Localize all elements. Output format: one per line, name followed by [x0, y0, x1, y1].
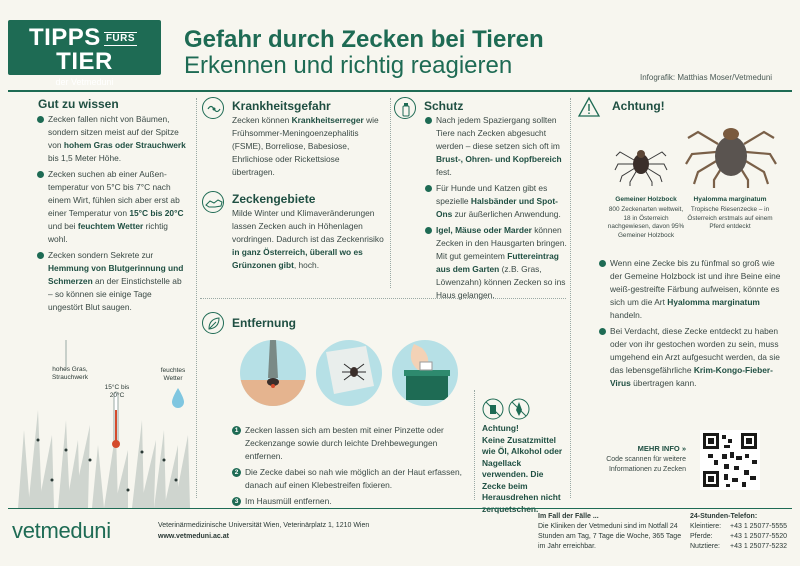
emphasis-text: Halsbänder und Spot-Ons: [436, 196, 558, 219]
gebiete-heading: Zeckengebiete: [232, 192, 316, 206]
footer-fall: [538, 512, 688, 552]
divider-3: [570, 98, 571, 498]
emphasis-text: in ganz Österreich, überall wo es Grünzonen gibt: [232, 247, 363, 270]
text-run: , hoch.: [293, 260, 320, 270]
krank-text: [232, 114, 384, 179]
step-number: 2: [232, 468, 241, 477]
divider-1: [196, 98, 197, 498]
phone-number[interactable]: +43 1 25077-5520: [730, 533, 788, 540]
logo-right: TIER: [56, 48, 113, 75]
tel-title: 24-Stunden-Telefon:: [690, 513, 758, 520]
phone-label: Pferde:: [690, 533, 713, 540]
tick-hyalomma-image: [684, 110, 778, 190]
divider-4: [474, 390, 475, 500]
trash-illustration: [392, 340, 458, 406]
step-text: Zecken lassen sich am besten mit einer Pinzette oder Zeckenzange sowie durch leichte Drehbewegungen entfernen.: [245, 425, 444, 461]
text-run: können Zecken in den Hausgarten bringen. Mit gut gemeintem: [436, 225, 567, 261]
text-run: Milde Winter und Klimaveränderungen lassen Zecken auch in Höhenlagen vordringen. Dadurch ist das Zeckenrisiko: [232, 208, 384, 244]
mehr-info: [580, 444, 686, 474]
tick2-caption: [684, 196, 776, 232]
step-text: Im Hausmüll entfernen.: [245, 496, 332, 506]
tape-illustration: [316, 340, 382, 406]
page-subtitle: Erkennen und richtig reagieren: [184, 52, 513, 79]
label-temp: 15°C bis 20°C: [104, 384, 130, 399]
list-item: [36, 249, 188, 314]
footer-address: Veterinärmedizinische Universität Wien, Veterinärplatz 1, 1210 Wien: [158, 522, 370, 529]
label-gras: hohes Gras, Strauchwerk: [51, 366, 89, 381]
text-run: und bei: [48, 221, 78, 231]
phone-label: Nutztiere:: [690, 543, 720, 550]
text-run: Für Hunde und Katzen gibt es spezielle: [436, 183, 548, 206]
warning-icon: [577, 96, 601, 123]
text-run: zur äußerlichen Anwendung.: [452, 209, 561, 219]
phone-number[interactable]: +43 1 25077-5232: [730, 543, 788, 550]
emphasis-text: Igel, Mäuse oder Marder: [436, 225, 532, 235]
logo-left: TIPPS: [28, 24, 101, 51]
krank-heading: Krankheitsgefahr: [232, 99, 331, 113]
emphasis-text: 15°C bis 20°C: [129, 208, 184, 218]
text-run: Zecken sondern Sekrete zur: [48, 250, 154, 260]
emphasis-text: Krankheitserreger: [291, 115, 364, 125]
footer-divider: [8, 508, 792, 509]
warn-text: Achtung! Keine Zusatzmittel wie Öl, Alkohol oder Nagellack verwenden. Die Zecke beim Herausdrehen nicht: [482, 423, 563, 502]
text-run: handeln.: [610, 310, 643, 320]
text-run: Zecken können: [232, 115, 292, 125]
step-item: [232, 424, 468, 463]
schutz-heading: Schutz: [424, 99, 464, 113]
achtung-heading: Achtung!: [612, 99, 665, 113]
text-run: fest.: [436, 167, 452, 177]
tick2-name: Hyalomma marginatum: [693, 196, 767, 203]
text-run: Wenn eine Zecke bis zu fünfmal so groß wie der Gemeine Holzbock ist und ihre Beine eine weiß-gestreifte Färbung aufweisen, könnte es sich um die Art: [610, 258, 781, 307]
logo-mid: FÜRS: [105, 32, 136, 44]
vetmeduni-logo[interactable]: vetmeduni: [12, 518, 111, 543]
fall-text: Die Kliniken der Vetmeduni sind im Notfall 24 Stunden am Tag, 7 Tage die Woche, 365 Tage im Jahr erreichbar.: [538, 523, 682, 550]
emphasis-text: Futtereintrag aus dem Garten: [436, 251, 559, 274]
schutz-list: [424, 114, 568, 305]
map-austria-icon: [202, 191, 224, 213]
phone-row[interactable]: [690, 542, 794, 552]
fall-title: Im Fall der Fälle ...: [538, 513, 599, 520]
text-run: übertragen kann.: [630, 378, 697, 388]
emphasis-text: feuchtem Wetter: [77, 221, 144, 231]
text-run: wie Frühsommer-Meningoenzephalitis (FSME), Borreliose, Babesiose, Ehrlichiose oder Rickettsiose übertragen.: [232, 115, 379, 177]
gut-list: [36, 113, 188, 317]
label-wetter: feuchtes Wetter: [160, 367, 186, 382]
list-item: [424, 114, 568, 179]
no-oil-icons: [482, 398, 532, 425]
emphasis-text: Krim-Kongo-Fieber-Virus: [610, 365, 773, 388]
tick1-desc: 800 Zeckenarten weltweit, 18 in Österreich nachgewiesen, davon 95% Gemeiner Holzbock: [607, 206, 685, 239]
mehr-text: Code scannen für weitere Informationen zu Zecken: [606, 456, 686, 473]
emphasis-text: Brust-, Ohren- und Kopfbereich: [436, 154, 562, 164]
text-run: (z.B. Gras, Löwenzahn) können Zecken so ins Haus gelangen.: [436, 264, 566, 300]
spray-icon: [394, 97, 416, 119]
phone-list: [690, 522, 794, 552]
emphasis-text: Hyalomma marginatum: [667, 297, 760, 307]
phone-row[interactable]: [690, 532, 794, 542]
achtung-list: [598, 257, 788, 393]
tick1-name: Gemeiner Holzbock: [615, 196, 677, 203]
text-run: an der Einstichstelle ab – so können sie einige Tage ungestört Blut saugen.: [48, 276, 182, 312]
qr-code[interactable]: [700, 430, 760, 490]
tick2-desc: Tropische Riesenzecke – in Österreich erstmals auf einem Pferd entdeckt: [687, 206, 773, 230]
mehr-title: MEHR INFO »: [637, 444, 686, 453]
list-item: [598, 257, 788, 322]
phone-row[interactable]: [690, 522, 794, 532]
tick-holzbock-image: [614, 138, 668, 188]
entfernung-heading: Entfernung: [232, 316, 296, 330]
text-run: Nach jedem Spaziergang sollten Tiere nach Zecken abgesucht werden – diese setzen sich oft im: [436, 115, 560, 151]
step-number: 3: [232, 497, 241, 506]
text-run: Zecken suchen ab einer Außentemperatur von 5°C bis 7°C nach einem Wirt, fühlen sich aber erst ab einer Temperatur von: [48, 169, 180, 218]
text-run: richtig wohl.: [48, 221, 168, 244]
list-item: [598, 325, 788, 390]
list-item: [36, 113, 188, 165]
tipps-fuers-tier-logo: [8, 20, 161, 87]
gut-heading: Gut zu wissen: [38, 97, 119, 111]
footer-phones: [690, 512, 794, 552]
step-item: [232, 466, 468, 492]
list-item: [36, 168, 188, 246]
leaf-icon: [202, 312, 224, 334]
list-item: [424, 182, 568, 221]
step-number: 1: [232, 426, 241, 435]
divider-2: [390, 98, 391, 288]
text-run: Bei Verdacht, diese Zecke entdeckt zu haben oder von ihr gestochen worden zu sein, muss umgehend ein Arzt aufgesucht werden, da sie das lebensgefährliche: [610, 326, 780, 375]
emphasis-text: hohem Gras oder Strauchwerk: [63, 140, 186, 150]
phone-label: Kleintiere:: [690, 523, 722, 530]
header-divider: [8, 90, 792, 92]
logo-sub: der Vetmeduni: [55, 77, 114, 87]
list-item: [424, 224, 568, 302]
entfernung-list: [232, 424, 468, 511]
footer-web-link[interactable]: www.vetmeduni.ac.at: [158, 533, 229, 540]
gras-illustration: [8, 340, 194, 508]
page-title: Gefahr durch Zecken bei Tieren: [184, 26, 544, 53]
step-item: [232, 495, 468, 508]
text-run: bis 1,5 Meter Höhe.: [48, 153, 122, 163]
credit: Infografik: Matthias Moser/Vetmeduni: [640, 73, 773, 82]
tick1-caption: [606, 196, 686, 240]
text-run: Zecken fallen nicht von Bäumen, sondern sitzen meist auf der Spitze von: [48, 114, 179, 150]
virus-icon: [202, 97, 224, 119]
step-text: Die Zecke dabei so nah wie möglich an der Haut erfassen, danach auf einen Klebestreifen fixieren.: [245, 467, 462, 490]
phone-number[interactable]: +43 1 25077-5555: [730, 523, 788, 530]
gebiete-text: [232, 207, 384, 272]
emphasis-text: Hemmung von Blutgerinnung und Schmerzen: [48, 263, 184, 286]
tweezers-illustration: [240, 340, 306, 406]
